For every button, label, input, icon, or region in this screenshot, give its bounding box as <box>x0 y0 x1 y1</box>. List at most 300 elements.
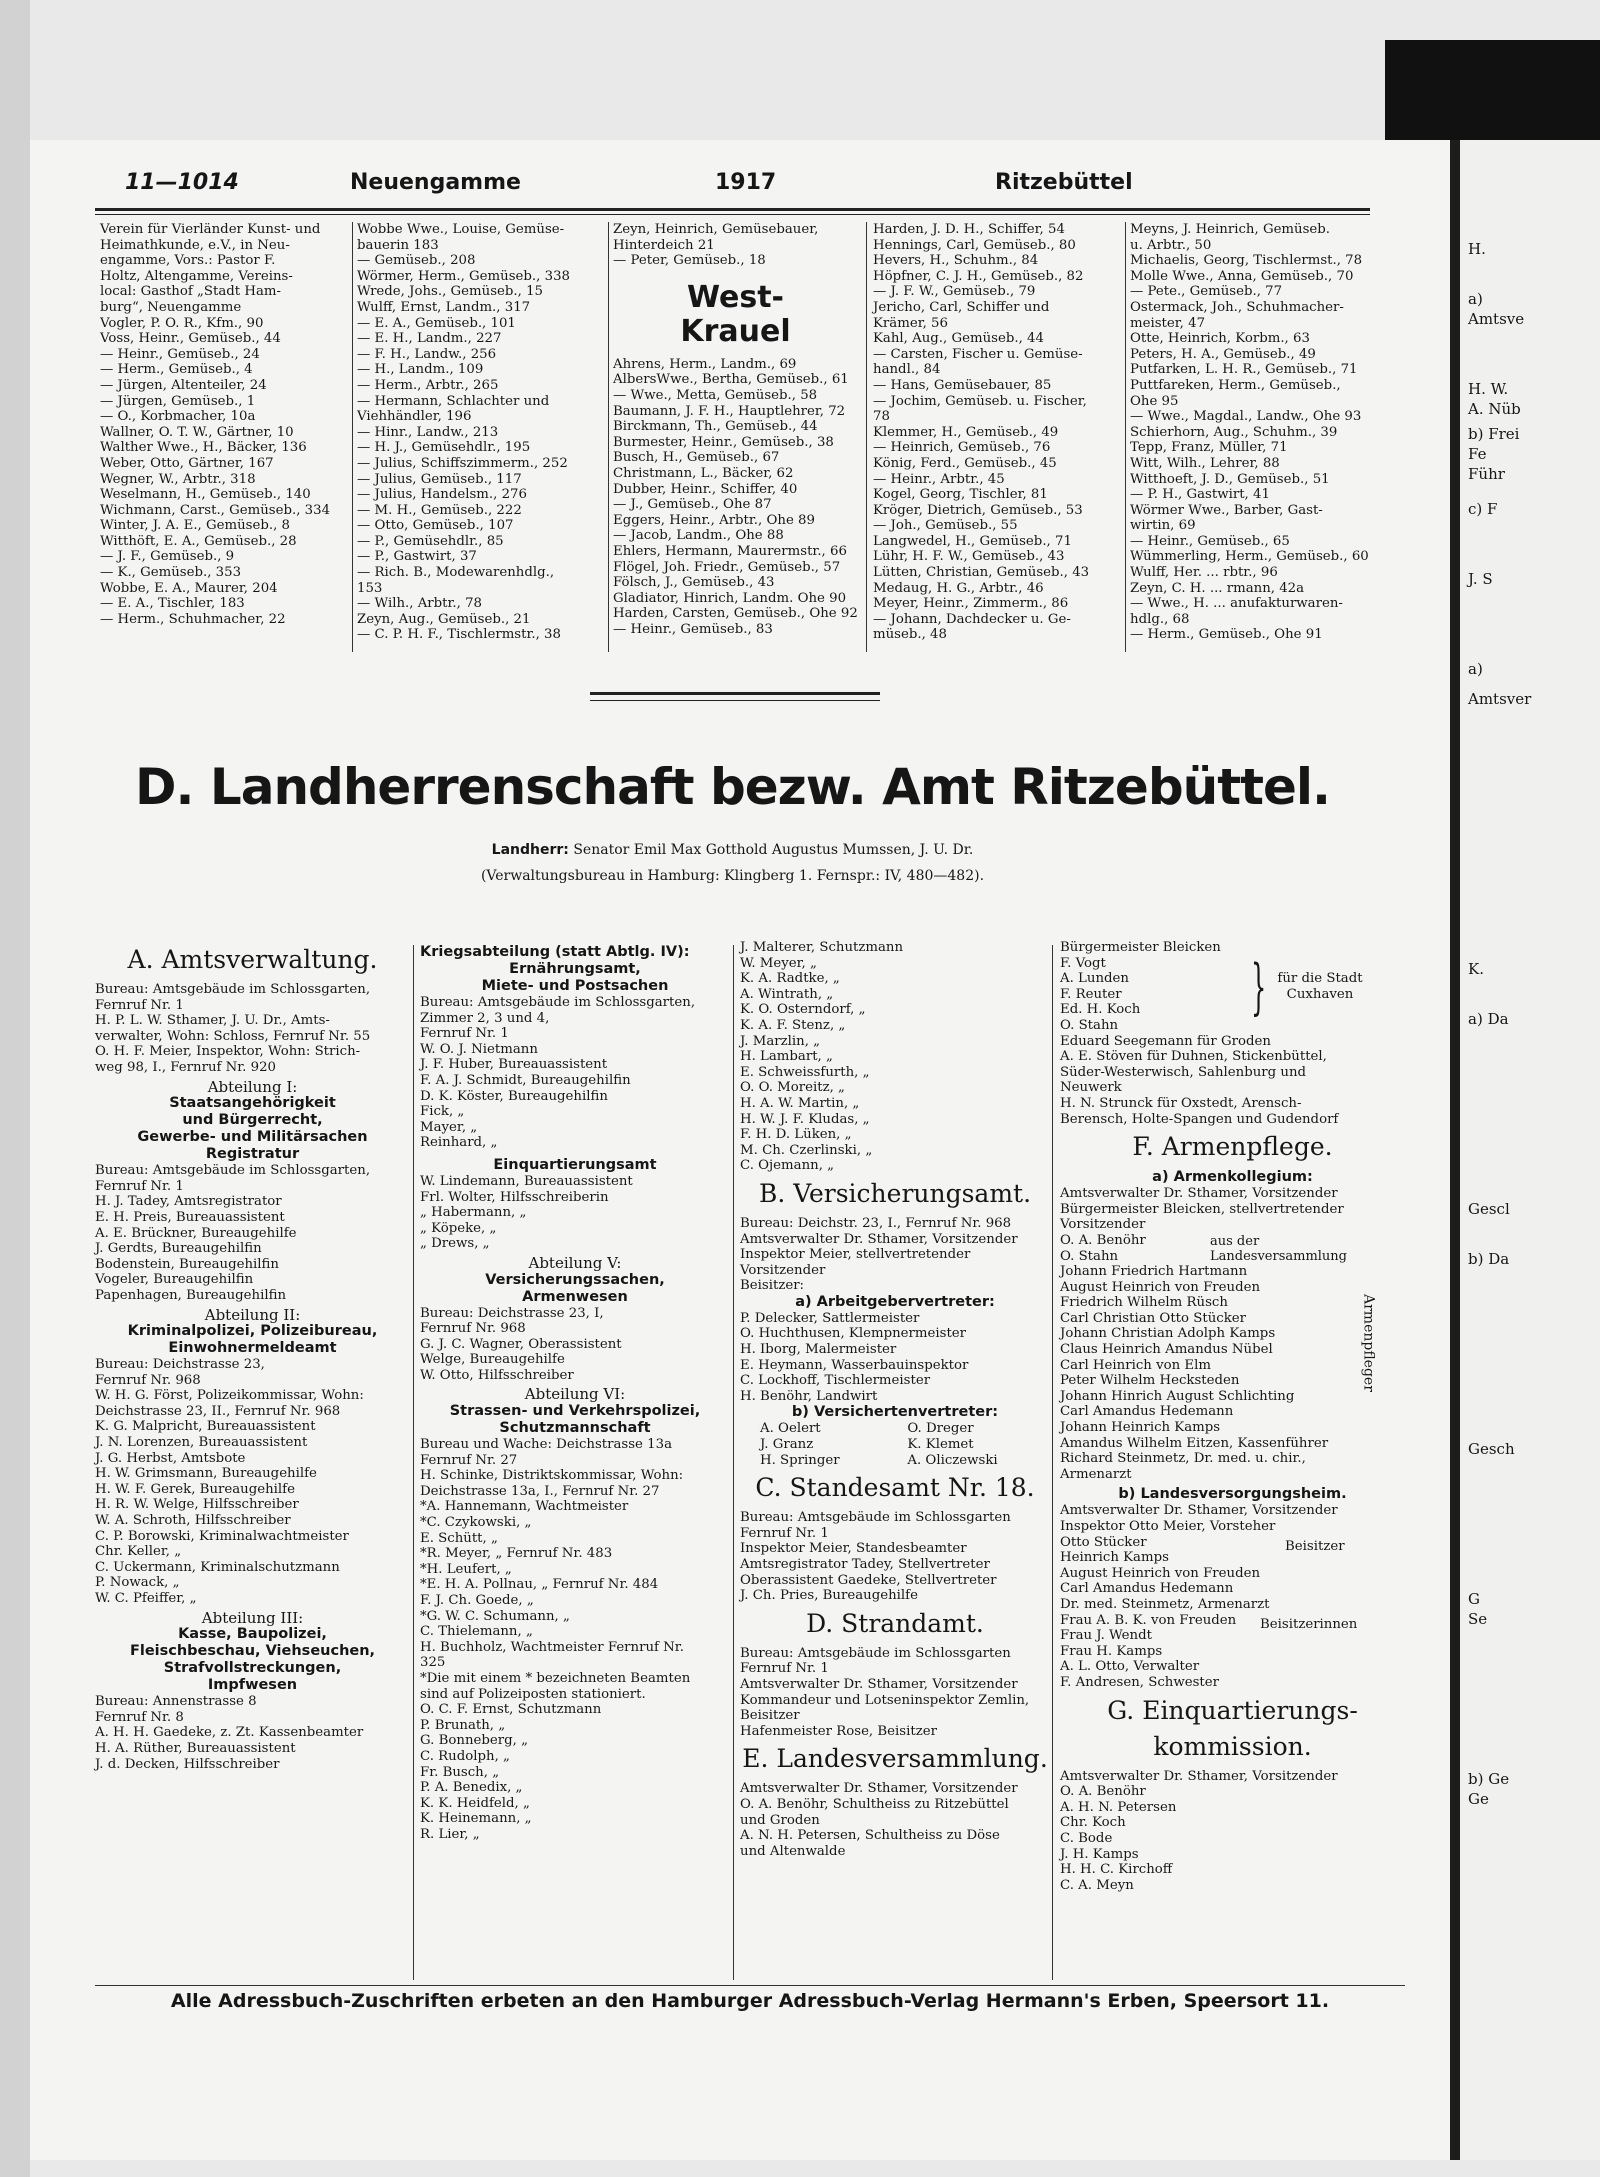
next-page-fragment: c) F <box>1468 500 1498 518</box>
list-item: C. A. Meyn <box>1060 1877 1134 1893</box>
dir-column-3 <box>613 222 858 652</box>
col-rule <box>733 945 734 1980</box>
section-divider-thin <box>590 700 880 701</box>
dir-column-6 <box>1130 222 1370 652</box>
list-item: — J., Gemüseb., Ohe 87 <box>613 497 772 513</box>
list-item: O. Huchthusen, Klempnermeister <box>740 1326 967 1342</box>
list-item: H. P. L. W. Sthamer, J. U. Dr., Amts- <box>95 1013 330 1029</box>
list-item: Otte, Heinrich, Korbm., 63 <box>1130 331 1310 347</box>
stadt-label: für die Stadt Cuxhaven <box>1277 971 1363 1002</box>
list-item: Claus Heinrich Amandus Nübel <box>1060 1342 1273 1358</box>
office-column-1 <box>95 940 410 1772</box>
list-item: Schierhorn, Aug., Schuhm., 39 <box>1130 424 1338 440</box>
abteilung-6-list <box>420 1437 730 1842</box>
list-item: — Peter, Gemüseb., 18 <box>613 253 766 269</box>
list-item: H. A. Rüther, Bureauassistent <box>95 1740 296 1756</box>
list-item: Viehhändler, 196 <box>357 409 472 425</box>
list-item: Burmester, Heinr., Gemüseb., 38 <box>613 434 834 450</box>
list-item: sind auf Polizeiposten stationiert. <box>420 1686 646 1702</box>
list-item: Winter, J. A. E., Gemüseb., 8 <box>100 518 291 534</box>
list-item: J. F. Huber, Bureauassistent <box>420 1057 608 1073</box>
scan-black-corner <box>1385 40 1600 140</box>
list-item: Ohe 95 <box>1130 393 1179 409</box>
list-item: — Wwe., Magdal., Landw., Ohe 93 <box>1130 409 1362 425</box>
list-item: Tepp, Franz, Müller, 71 <box>1130 440 1288 456</box>
list-item: Chr. Keller, „ <box>95 1544 182 1560</box>
header-place-left: Neuengamme <box>350 170 521 195</box>
list-item: H. N. Strunck für Oxstedt, Arensch- <box>1060 1095 1302 1111</box>
landesvers-label: aus der Landesversammlung <box>1210 1234 1347 1265</box>
list-item: Wobbe, E. A., Maurer, 204 <box>100 580 278 596</box>
list-item: — Julius, Handelsm., 276 <box>357 487 527 503</box>
list-item: — Heinr., Gemüseb., 65 <box>1130 533 1290 549</box>
next-page-fragment: a) <box>1468 290 1483 308</box>
list-item: Ed. H. Koch <box>1060 1002 1141 1018</box>
list-item: Wulff, Ernst, Landm., 317 <box>357 299 531 315</box>
list-item: Busch, H., Gemüseb., 67 <box>613 450 780 466</box>
list-item: *E. H. A. Pollnau, „ Fernruf Nr. 484 <box>420 1577 659 1593</box>
list-item: H. R. W. Welge, Hilfsschreiber <box>95 1497 299 1513</box>
list-item: H. W. F. Gerek, Bureaugehilfe <box>95 1481 295 1497</box>
list-item: Welge, Bureaugehilfe <box>420 1352 565 1368</box>
beisitzerinnen-label: Beisitzerinnen <box>1260 1617 1358 1633</box>
abteilung-2-heading: Abteilung II: <box>204 1305 301 1324</box>
heading-armenpflege: F. Armenpflege. <box>1132 1132 1333 1162</box>
list-item: H. J. Tadey, Amtsregistrator <box>95 1194 282 1210</box>
list-item: Versicherungssachen, <box>485 1271 665 1288</box>
list-item: Ehlers, Hermann, Maurermstr., 66 <box>613 543 847 559</box>
next-page-fragment: a) Da <box>1468 1010 1509 1028</box>
list-item: Impfwesen <box>207 1677 298 1694</box>
list-item: Armenarzt <box>1060 1466 1132 1482</box>
list-item: — Herm., Schuhmacher, 22 <box>100 611 286 627</box>
office-column-3 <box>740 940 1050 1859</box>
ernaehrungsamt-title <box>420 961 730 995</box>
list-item: Amtsverwalter Dr. Sthamer, Vorsitzender <box>1060 1186 1338 1202</box>
page-number: 11—1014 <box>125 170 239 195</box>
list-item: — C. P. H. F., Tischlermstr., 38 <box>357 627 561 643</box>
list-item: P. A. Benedix, „ <box>420 1780 523 1796</box>
next-page-fragment: Fe <box>1468 445 1487 463</box>
list-item: Weselmann, H., Gemüseb., 140 <box>100 487 311 503</box>
list-item: Heimathkunde, e.V., in Neu- <box>100 237 290 253</box>
ernaehrungsamt-list <box>420 995 730 1151</box>
landherr-name: Senator Emil Max Gotthold Augustus Mumssen, J. U. Dr. <box>573 842 974 858</box>
list-item: Fernruf Nr. 1 <box>740 1525 829 1541</box>
list-item: Kröger, Dietrich, Gemüseb., 53 <box>873 502 1083 518</box>
list-item: Weber, Otto, Gärtner, 167 <box>100 455 274 471</box>
list-item: K. O. Osterndorf, „ <box>740 1002 866 1018</box>
list-item: O. H. F. Meier, Inspektor, Wohn: Strich- <box>95 1044 361 1060</box>
list-item: — Jürgen, Gemüseb., 1 <box>100 393 256 409</box>
list-item: J. Marzlin, „ <box>740 1033 821 1049</box>
list-item: — Hinr., Landw., 213 <box>357 424 499 440</box>
header-rule <box>95 208 1370 211</box>
list-item: J. Granz <box>760 1437 814 1453</box>
list-item: Ernährungsamt, <box>509 961 641 977</box>
list-item: Dr. med. Steinmetz, Armenarzt <box>1060 1596 1270 1612</box>
abteilung-6-title <box>420 1403 730 1437</box>
list-item: Fernruf Nr. 968 <box>420 1321 526 1337</box>
next-page-fragment: Ge <box>1468 1790 1489 1808</box>
list-item: Wörmer Wwe., Barber, Gast- <box>1130 502 1323 518</box>
bureau-line: (Verwaltungsbureau in Hamburg: Klingberg 1. Fernspr.: IV, 480—482). <box>480 868 985 884</box>
abteilung-1-title <box>95 1095 410 1163</box>
list-item: Fernruf Nr. 968 <box>95 1372 201 1388</box>
list-item: Fernruf Nr. 1 <box>420 1026 509 1042</box>
next-page-fragment: H. W. <box>1468 380 1509 398</box>
list-item: W. Lindemann, Bureauassistent <box>420 1173 633 1189</box>
dir-column-3-list <box>613 222 858 269</box>
list-item: Bureau: Amtsgebäude im Schlossgarten, <box>95 982 371 997</box>
list-item: Birckmann, Th., Gemüseb., 44 <box>613 419 818 435</box>
list-item: — Otto, Gemüseb., 107 <box>357 518 514 534</box>
list-item: Kriminalpolizei, Polizeibureau, <box>127 1323 378 1340</box>
list-item: O. A. Benöhr <box>1060 1784 1146 1800</box>
list-item: Kasse, Baupolizei, <box>178 1626 327 1643</box>
list-item: Hevers, H., Schuhm., 84 <box>873 253 1039 269</box>
list-item: Bureau: Amtsgebäude im Schlossgarten <box>740 1510 1011 1526</box>
list-item: W. Meyer, „ <box>740 955 817 971</box>
list-item: Friedrich Wilhelm Rüsch <box>1060 1295 1228 1311</box>
abteilung-3-title <box>95 1626 410 1694</box>
list-item: Zeyn, C. H. ... rmann, 42a <box>1130 580 1305 596</box>
list-item: Wallner, O. T. W., Gärtner, 10 <box>100 424 294 440</box>
list-item: — P., Gemüsehdlr., 85 <box>357 533 504 549</box>
next-page-fragment: Se <box>1468 1610 1488 1628</box>
list-item: A. Oelert <box>760 1421 821 1437</box>
list-item: — Wwe., H. ... anufakturwaren- <box>1130 596 1343 612</box>
list-item: — E. A., Gemüseb., 101 <box>357 315 516 331</box>
list-item: Beisitzer <box>740 1708 800 1724</box>
list-item: — J. F., Gemüseb., 9 <box>100 549 235 565</box>
heading-strandamt: D. Strandamt. <box>806 1608 984 1638</box>
list-item: Frau J. Wendt <box>1060 1628 1152 1644</box>
list-item: F. Reuter <box>1060 986 1122 1002</box>
list-item: R. Lier, „ <box>420 1826 480 1842</box>
list-item: Wümmerling, Herm., Gemüseb., 60 <box>1130 549 1369 565</box>
list-item: handl., 84 <box>873 362 941 378</box>
abteilung-6-heading: Abteilung VI: <box>524 1385 626 1404</box>
list-item: Fernruf Nr. 1 <box>95 997 184 1013</box>
schutzmann-list <box>740 940 1050 1174</box>
list-item: Inspektor Meier, Standesbeamter <box>740 1541 967 1557</box>
list-item: Carl Heinrich von Elm <box>1060 1357 1211 1373</box>
list-item: J. H. Kamps <box>1060 1846 1139 1862</box>
next-page-fragment: A. Nüb <box>1468 400 1521 418</box>
list-item: — Julius, Schiffszimmerm., 252 <box>357 455 568 471</box>
list-item: verwalter, Wohn: Schloss, Fernruf Nr. 55 <box>95 1028 371 1044</box>
list-item: Amandus Wilhelm Eitzen, Kassenführer <box>1060 1435 1329 1451</box>
list-item: Bureau: Amtsgebäude im Schlossgarten, <box>420 995 696 1010</box>
list-item: Carl Amandus Hedemann <box>1060 1404 1234 1420</box>
list-item: — J. F. W., Gemüseb., 79 <box>873 284 1036 300</box>
list-item: *C. Czykowski, „ <box>420 1515 532 1531</box>
list-item: hdlg., 68 <box>1130 611 1190 627</box>
list-item: E. Schütt, „ <box>420 1530 498 1546</box>
list-item: Frau A. B. K. von Freuden <box>1060 1612 1237 1628</box>
dir-column-2 <box>357 222 597 652</box>
list-item: Süder-Westerwisch, Sahlenburg und <box>1060 1064 1307 1080</box>
list-item: Kahl, Aug., Gemüseb., 44 <box>873 331 1044 347</box>
next-page-fragment: a) <box>1468 660 1483 678</box>
abteilung-1-list <box>95 1163 410 1303</box>
list-item: — K., Gemüseb., 353 <box>100 565 242 581</box>
list-item: bauerin 183 <box>357 237 439 253</box>
list-item: Puttfareken, Herm., Gemüseb., <box>1130 377 1341 393</box>
list-item: Johann Friedrich Hartmann <box>1060 1264 1248 1280</box>
heading-standesamt: C. Standesamt Nr. 18. <box>755 1473 1035 1503</box>
list-item: Vorsitzender <box>1060 1217 1146 1233</box>
list-item: Harden, J. D. H., Schiffer, 54 <box>873 222 1065 237</box>
list-item: Christmann, L., Bäcker, 62 <box>613 465 794 481</box>
list-item: — Heinr., Arbtr., 45 <box>873 471 1005 487</box>
list-item: Meyer, Heinr., Zimmerm., 86 <box>873 596 1069 612</box>
list-item: Berensch, Holte-Spangen und Gudendorf <box>1060 1111 1339 1127</box>
list-item: Klemmer, H., Gemüseb., 49 <box>873 424 1059 440</box>
einquartierungskommission-list <box>1060 1769 1405 1894</box>
list-item: P. Nowack, „ <box>95 1575 180 1591</box>
directory-columns <box>95 222 1370 652</box>
versicherte-right <box>907 1421 1050 1468</box>
list-item: J. Gerdts, Bureaugehilfin <box>95 1241 262 1257</box>
list-item: Einwohnermeldeamt <box>168 1340 337 1357</box>
list-item: F. J. Ch. Goede, „ <box>420 1593 534 1608</box>
list-item: Wobbe Wwe., Louise, Gemüse- <box>357 222 565 237</box>
list-item: — Hans, Gemüsebauer, 85 <box>873 377 1052 393</box>
list-item: Langwedel, H., Gemüseb., 71 <box>873 533 1072 549</box>
list-item: H. Buchholz, Wachtmeister Fernruf Nr. <box>420 1639 684 1655</box>
list-item: H. Schinke, Distriktskommissar, Wohn: <box>420 1468 684 1484</box>
list-item: Zeyn, Aug., Gemüseb., 21 <box>357 611 531 627</box>
list-item: — Herm., Gemüseb., Ohe 91 <box>1130 627 1323 643</box>
list-item: Höpfner, C. J. H., Gemüseb., 82 <box>873 268 1084 284</box>
list-item: *G. W. C. Schumann, „ <box>420 1608 570 1624</box>
list-item: Wegner, W., Arbtr., 318 <box>100 471 256 487</box>
list-item: Zimmer 2, 3 und 4, <box>420 1010 550 1026</box>
versicherte-heading: b) Versichertenvertreter: <box>791 1404 999 1421</box>
west-krauel-heading: West- Krauel <box>680 279 791 349</box>
list-item: W. A. Schroth, Hilfsschreiber <box>95 1513 291 1529</box>
next-page-fragment: H. <box>1468 240 1486 258</box>
list-item: Michaelis, Georg, Tischlermst., 78 <box>1130 253 1363 269</box>
list-item: Wörmer, Herm., Gemüseb., 338 <box>357 268 570 284</box>
list-item: H. H. C. Kirchoff <box>1060 1862 1173 1878</box>
list-item: H. A. W. Martin, „ <box>740 1095 860 1111</box>
list-item: — Johann, Dachdecker u. Ge- <box>873 611 1071 627</box>
list-item: Kommandeur und Lotseninspektor Zemlin, <box>740 1692 1030 1708</box>
list-item: — Heinrich, Gemüseb., 76 <box>873 440 1051 456</box>
list-item: Lühr, H. F. W., Gemüseb., 43 <box>873 549 1065 565</box>
list-item: K. A. Radtke, „ <box>740 971 840 987</box>
list-item: Bureau: Amtsgebäude im Schlossgarten, <box>95 1163 371 1179</box>
list-item: müseb., 48 <box>873 627 947 643</box>
list-item: und Altenwalde <box>740 1843 846 1859</box>
list-item: O. Stahn <box>1060 1017 1119 1033</box>
list-item: Gladiator, Hinrich, Landm. Ohe 90 <box>613 590 847 606</box>
list-item: H. Lambart, „ <box>740 1049 833 1065</box>
next-page-fragment: G <box>1468 1590 1480 1608</box>
office-columns <box>95 940 1405 1980</box>
list-item: *Die mit einem * bezeichneten Beamten <box>420 1670 691 1686</box>
list-item: Ahrens, Herm., Landm., 69 <box>613 356 797 372</box>
list-item: G. J. C. Wagner, Oberassistent <box>420 1336 622 1352</box>
abteilung-5-heading: Abteilung V: <box>528 1253 622 1272</box>
list-item: Fernruf Nr. 1 <box>740 1661 829 1677</box>
list-item: C. Bode <box>1060 1830 1113 1846</box>
left-scan-margin <box>0 0 30 2177</box>
list-item: König, Ferd., Gemüseb., 45 <box>873 455 1057 471</box>
list-item: Hafenmeister Rose, Beisitzer <box>740 1723 937 1739</box>
list-item: O. A. Benöhr, Schultheiss zu Ritzebüttel <box>740 1796 1009 1812</box>
list-item: O. Stahn <box>1060 1248 1119 1264</box>
list-item: — P. H., Gastwirt, 41 <box>1130 487 1270 503</box>
list-item: Carl Amandus Hedemann <box>1060 1581 1234 1597</box>
versicherungsamt-list <box>740 1216 1050 1294</box>
list-item: Lütten, Christian, Gemüseb., 43 <box>873 565 1090 581</box>
list-item: Fölsch, J., Gemüseb., 43 <box>613 575 775 591</box>
list-item: — Herm., Gemüseb., 4 <box>100 362 253 378</box>
list-item: C. P. Borowski, Kriminalwachtmeister <box>95 1528 349 1544</box>
abteilung-5-title <box>420 1272 730 1306</box>
einquartierungsamt-title <box>420 1157 730 1174</box>
list-item: Bureau: Deichstrasse 23, I, <box>420 1305 604 1321</box>
list-item: P. Brunath, „ <box>420 1717 506 1733</box>
list-item: J. d. Decken, Hilfsschreiber <box>95 1756 280 1772</box>
col-rule <box>1125 222 1126 652</box>
list-item: — P., Gastwirt, 37 <box>357 549 477 565</box>
list-item: Fernruf Nr. 8 <box>95 1709 184 1725</box>
list-item: — Wwe., Metta, Gemüseb., 58 <box>613 387 818 403</box>
list-item: — Jacob, Landm., Ohe 88 <box>613 528 784 544</box>
list-item: Baumann, J. F. H., Hauptlehrer, 72 <box>613 403 846 419</box>
kriegsabteilung-heading: Kriegsabteilung (statt Abtlg. IV): <box>420 944 690 960</box>
list-item: O. C. F. Ernst, Schutzmann <box>420 1702 602 1718</box>
list-item: Oberassistent Gaedeke, Stellvertreter <box>740 1572 997 1588</box>
list-item: H. Benöhr, Landwirt <box>740 1388 878 1404</box>
landesversammlung-list <box>740 1781 1050 1859</box>
brace-icon: } <box>1251 951 1267 1022</box>
list-item: — Heinr., Gemüseb., 24 <box>100 346 260 362</box>
next-page-edge <box>1460 140 1600 2160</box>
list-item: „ Köpeke, „ <box>420 1220 497 1236</box>
list-item: K. Klemet <box>907 1437 974 1453</box>
list-item: — H., Landm., 109 <box>357 362 484 378</box>
list-item: C. Lockhoff, Tischlermeister <box>740 1373 931 1389</box>
list-item: *H. Leufert, „ <box>420 1561 512 1577</box>
versicherte-left <box>740 1421 907 1468</box>
list-item: F. H. D. Lüken, „ <box>740 1127 852 1143</box>
list-item: A. L. Otto, Verwalter <box>1060 1659 1200 1675</box>
col-rule <box>352 222 353 652</box>
list-item: 325 <box>420 1655 446 1671</box>
list-item: Beisitzer: <box>740 1278 805 1294</box>
abteilung-2-title <box>95 1323 410 1357</box>
list-item: Gewerbe- und Militärsachen <box>137 1129 368 1146</box>
next-page-fragment: Gescl <box>1468 1200 1510 1218</box>
list-item: F. A. J. Schmidt, Bureaugehilfin <box>420 1072 631 1088</box>
list-item: Bürgermeister Bleicken, stellvertretender <box>1060 1201 1344 1217</box>
list-item: Meyns, J. Heinrich, Gemüseb. <box>1130 222 1331 237</box>
abteilung-3-heading: Abteilung III: <box>201 1608 304 1627</box>
list-item: August Heinrich von Freuden <box>1060 1565 1261 1581</box>
next-page-fragment: b) Ge <box>1468 1770 1510 1788</box>
next-page-fragment: b) Da <box>1468 1250 1510 1268</box>
list-item: Vogler, P. O. R., Kfm., 90 <box>100 315 264 331</box>
list-item: Bodenstein, Bureaugehilfin <box>95 1256 279 1272</box>
list-item: Wrede, Johs., Gemüseb., 15 <box>357 284 544 300</box>
list-item: weg 98, I., Fernruf Nr. 920 <box>95 1059 277 1075</box>
versicherte-table <box>740 1421 1050 1468</box>
list-item: Witt, Wilh., Lehrer, 88 <box>1130 455 1280 471</box>
list-item: A. Oliczewski <box>907 1452 998 1468</box>
list-item: A. N. H. Petersen, Schultheiss zu Döse <box>740 1828 1000 1844</box>
list-item: meister, 47 <box>1130 315 1206 331</box>
landherr-line <box>100 842 1365 858</box>
next-page-fragment: K. <box>1468 960 1484 978</box>
list-item: C. Ojemann, „ <box>740 1158 835 1174</box>
armenkollegium-heading: a) Armenkollegium: <box>1152 1169 1313 1186</box>
list-item: H. Iborg, Malermeister <box>740 1342 897 1358</box>
list-item: Papenhagen, Bureaugehilfin <box>95 1287 287 1303</box>
list-item: Strassen- und Verkehrspolizei, <box>449 1403 701 1420</box>
list-item: — Jürgen, Altenteiler, 24 <box>100 377 267 393</box>
list-item: Strafvollstreckungen, <box>163 1660 342 1677</box>
next-page-fragment: Gesch <box>1468 1440 1515 1458</box>
list-item: — H. J., Gemüsehdlr., 195 <box>357 440 531 456</box>
list-item: E. H. Preis, Bureauassistent <box>95 1209 285 1225</box>
list-item: Hinterdeich 21 <box>613 237 715 253</box>
armenpfleger-block <box>1060 1264 1405 1436</box>
dir-column-1 <box>100 222 345 652</box>
list-item: Amtsverwalter Dr. Sthamer, Vorsitzender <box>740 1676 1018 1692</box>
list-item: J. Ch. Pries, Bureaugehilfe <box>740 1588 918 1604</box>
list-item: — Heinr., Gemüseb., 83 <box>613 621 773 637</box>
list-item: AlbersWwe., Bertha, Gemüseb., 61 <box>613 372 849 388</box>
list-item: J. G. Herbst, Amtsbote <box>95 1450 246 1466</box>
list-item: Wulff, Her. ... rbtr., 96 <box>1130 565 1278 581</box>
armenpfleger-list <box>1060 1264 1360 1436</box>
list-item: Walther Wwe., H., Bäcker, 136 <box>100 440 307 456</box>
districts-list <box>1060 1034 1405 1128</box>
list-item: Carl Christian Otto Stücker <box>1060 1310 1246 1326</box>
list-item: O. A. Benöhr <box>1060 1232 1146 1248</box>
list-item: Putfarken, L. H. R., Gemüseb., 71 <box>1130 362 1358 378</box>
list-item: Holtz, Altengamme, Vereins- <box>100 268 293 284</box>
list-item: E. Schweissfurth, „ <box>740 1064 870 1080</box>
list-item: Voss, Heinr., Gemüseb., 44 <box>100 331 281 347</box>
list-item: engamme, Vors.: Pastor F. <box>100 253 276 269</box>
list-item: Armenwesen <box>522 1288 628 1305</box>
list-item: Fernruf Nr. 27 <box>420 1452 518 1468</box>
list-item: C. Uckermann, Kriminalschutzmann <box>95 1559 340 1575</box>
list-item: H. Springer <box>760 1452 840 1468</box>
dir-column-5 <box>873 222 1118 652</box>
list-item: Krämer, 56 <box>873 315 948 331</box>
list-item: D. K. Köster, Bureaugehilfin <box>420 1088 608 1104</box>
list-item: Chr. Koch <box>1060 1815 1126 1831</box>
list-item: O. Dreger <box>907 1421 974 1437</box>
arbeitgeber-list <box>740 1311 1050 1405</box>
list-item: A. Lunden <box>1060 971 1129 987</box>
heading-einquartierungskommission: G. Einquartierungs- kommission. <box>1107 1695 1358 1761</box>
list-item: Kogel, Georg, Tischler, 81 <box>873 487 1048 503</box>
abteilung-5-list <box>420 1306 730 1384</box>
list-item: — Carsten, Fischer u. Gemüse- <box>873 346 1083 362</box>
list-item: Johann Christian Adolph Kamps <box>1060 1326 1276 1342</box>
list-item: Registratur <box>205 1146 300 1163</box>
list-item: Witthoeft, J. D., Gemüseb., 51 <box>1130 471 1330 487</box>
